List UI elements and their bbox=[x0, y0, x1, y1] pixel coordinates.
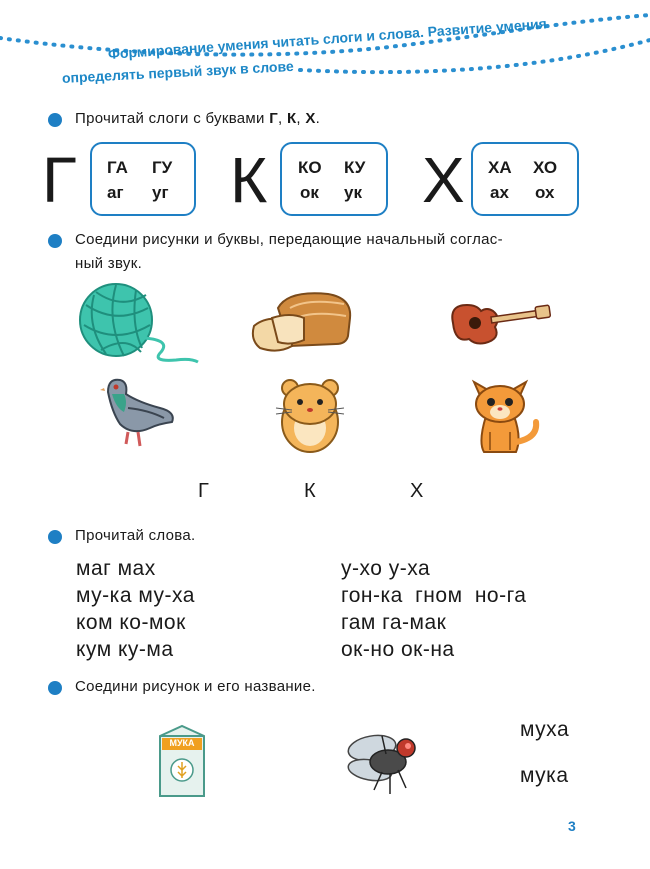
bullet-1 bbox=[48, 113, 62, 127]
bullet-4 bbox=[48, 681, 62, 695]
syllable: уг bbox=[152, 183, 169, 202]
word-row-right: гам га-мак bbox=[341, 611, 447, 634]
big-letter-k: К bbox=[230, 144, 268, 216]
match-letter-h[interactable]: Х bbox=[410, 480, 424, 502]
match-letter-g[interactable]: Г bbox=[198, 480, 209, 502]
flour-label: МУКА bbox=[169, 738, 195, 748]
word-row-left: маг мах bbox=[76, 557, 156, 580]
syllable: ХО bbox=[533, 158, 558, 177]
word-row-right: у-хо у-ха bbox=[341, 557, 431, 580]
instruction-4: Соедини рисунок и его название. bbox=[75, 678, 316, 695]
instruction-1-comma: , bbox=[278, 110, 287, 127]
syllable: ох bbox=[535, 183, 555, 202]
fly-icon[interactable] bbox=[342, 724, 428, 800]
word-row-left: ком ко-мок bbox=[76, 611, 186, 634]
syllable: ГУ bbox=[152, 158, 173, 177]
syllable: ах bbox=[490, 183, 509, 202]
hamster-icon[interactable] bbox=[270, 372, 350, 456]
syllable-box-g bbox=[90, 142, 196, 216]
match-letter-k[interactable]: К bbox=[304, 480, 316, 502]
instruction-2-line-1: Соедини рисунки и буквы, передающие начальный соглас- bbox=[75, 231, 503, 248]
instruction-1-letter-g: Г bbox=[269, 110, 279, 127]
instruction-1-letter-k: К bbox=[286, 110, 297, 127]
name-word[interactable]: мука bbox=[520, 764, 569, 787]
word-row-left: кум ку-ма bbox=[76, 638, 174, 661]
instruction-1-comma: , bbox=[296, 110, 306, 127]
big-letter-h: Х bbox=[422, 144, 465, 216]
header-wave-decoration bbox=[0, 0, 650, 120]
instruction-3: Прочитай слова. bbox=[75, 527, 196, 544]
page-number: 3 bbox=[568, 818, 576, 834]
syllable-box-k bbox=[280, 142, 388, 216]
syllable: КО bbox=[298, 158, 322, 177]
pigeon-icon[interactable] bbox=[98, 372, 178, 452]
word-row-left: му-ка му-ха bbox=[76, 584, 195, 607]
bullet-2 bbox=[48, 234, 62, 248]
word-row-right: гон-ка гном но-га bbox=[341, 584, 527, 607]
word-row-right: ок-но ок-на bbox=[341, 638, 455, 661]
kitten-icon[interactable] bbox=[462, 372, 542, 456]
syllable: ук bbox=[344, 183, 362, 202]
syllable: ХА bbox=[488, 158, 512, 177]
flour-package-icon[interactable] bbox=[154, 722, 210, 800]
name-word[interactable]: муха bbox=[520, 718, 570, 741]
guitar-icon[interactable] bbox=[445, 293, 553, 351]
instruction-2-line-2: ный звук. bbox=[75, 255, 143, 272]
syllable-box-h bbox=[471, 142, 579, 216]
bread-icon[interactable] bbox=[248, 288, 358, 358]
header-line-1: Формирование умения читать слоги и слова. Развитие умения bbox=[107, 15, 548, 62]
yarn-ball-icon[interactable] bbox=[76, 280, 201, 365]
flour-package-drawing bbox=[154, 722, 210, 800]
syllable: аг bbox=[107, 183, 124, 202]
syllable: ок bbox=[300, 183, 319, 202]
bullet-3 bbox=[48, 530, 62, 544]
big-letter-g: Г bbox=[42, 144, 77, 216]
instruction-1-period: . bbox=[315, 110, 321, 127]
header-line-2: определять первый звук в слове bbox=[61, 57, 295, 86]
syllable: КУ bbox=[344, 158, 366, 177]
instruction-1-text: Прочитай слоги с буквами bbox=[75, 110, 270, 127]
instruction-1-letter-h: Х bbox=[305, 110, 316, 127]
instruction-1 bbox=[75, 110, 320, 127]
syllable: ГА bbox=[107, 158, 128, 177]
